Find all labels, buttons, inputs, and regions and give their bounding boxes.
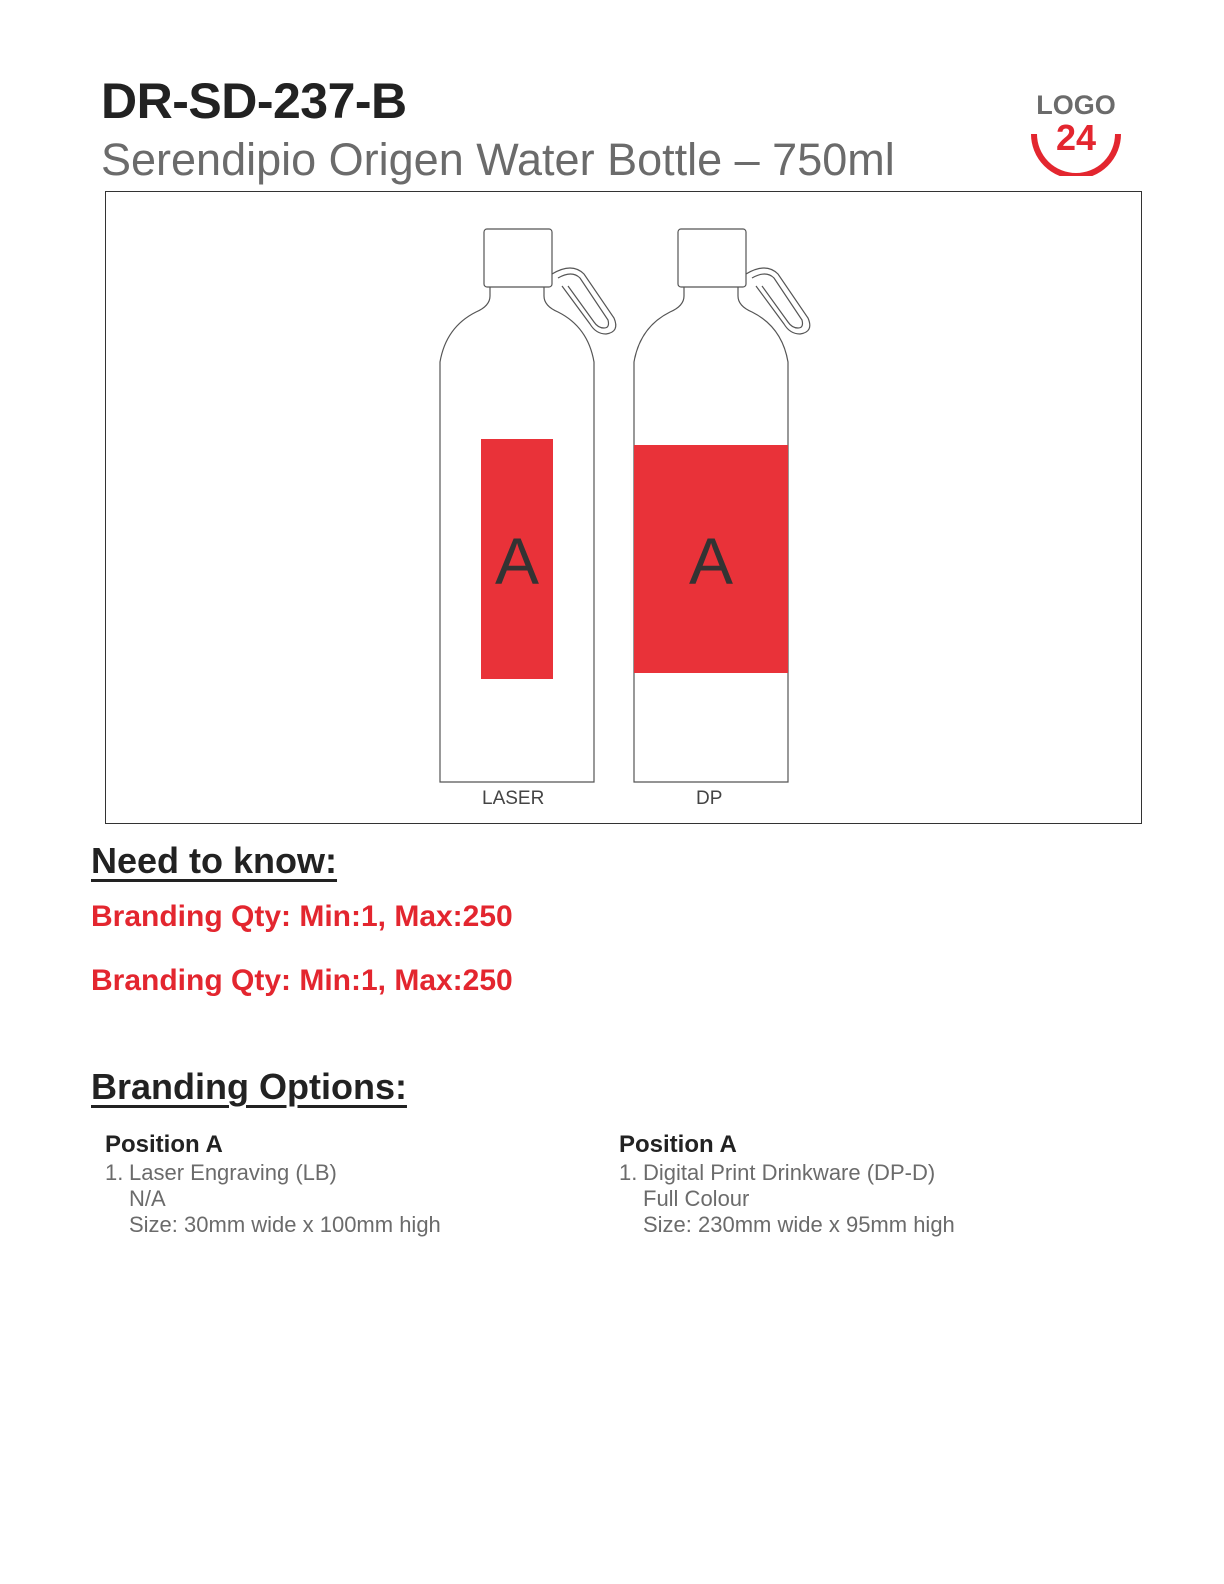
option-position-title: Position A bbox=[619, 1131, 737, 1158]
product-name: Serendipio Origen Water Bottle – 750ml bbox=[101, 134, 895, 185]
bottle-illustration bbox=[106, 192, 1140, 822]
branding-qty-line-2: Branding Qty: Min:1, Max:250 bbox=[91, 964, 513, 997]
branding-qty-line-1: Branding Qty: Min:1, Max:250 bbox=[91, 900, 513, 933]
option-colour: Full Colour bbox=[643, 1186, 750, 1211]
option-method bbox=[105, 1160, 441, 1186]
bottle-label-dp: DP bbox=[696, 788, 723, 809]
option-method-text: Digital Print Drinkware (DP-D) bbox=[643, 1160, 936, 1185]
option-number: 1. bbox=[619, 1160, 638, 1185]
option-position-title: Position A bbox=[105, 1131, 223, 1158]
option-method bbox=[619, 1160, 955, 1186]
zone-letter-dp: A bbox=[688, 524, 734, 598]
product-code: DR-SD-237-B bbox=[101, 73, 407, 129]
option-method-text: Laser Engraving (LB) bbox=[129, 1160, 337, 1185]
option-colour: N/A bbox=[129, 1186, 166, 1211]
bottle-dp-carabiner-inner bbox=[752, 274, 803, 328]
option-size: Size: 30mm wide x 100mm high bbox=[129, 1212, 441, 1237]
branding-option-laser bbox=[105, 1130, 441, 1238]
bottle-label-laser: LASER bbox=[482, 788, 545, 809]
logo-text-number: 24 bbox=[1055, 117, 1097, 158]
logo24-logo bbox=[1024, 84, 1128, 176]
option-size: Size: 230mm wide x 95mm high bbox=[643, 1212, 955, 1237]
bottle-laser-carabiner bbox=[552, 268, 616, 334]
option-number: 1. bbox=[105, 1160, 124, 1185]
logo-text-top: LOGO bbox=[1036, 90, 1116, 120]
branding-options-heading: Branding Options: bbox=[91, 1066, 407, 1107]
zone-letter-laser: A bbox=[494, 524, 540, 598]
bottle-laser-cap bbox=[484, 229, 552, 287]
product-illustration-frame bbox=[105, 191, 1142, 824]
bottle-dp-cap bbox=[678, 229, 746, 287]
bottle-dp-carabiner bbox=[746, 268, 810, 334]
need-to-know-heading: Need to know: bbox=[91, 840, 338, 881]
branding-option-dp bbox=[619, 1130, 955, 1238]
bottle-laser-carabiner-inner bbox=[558, 274, 609, 328]
